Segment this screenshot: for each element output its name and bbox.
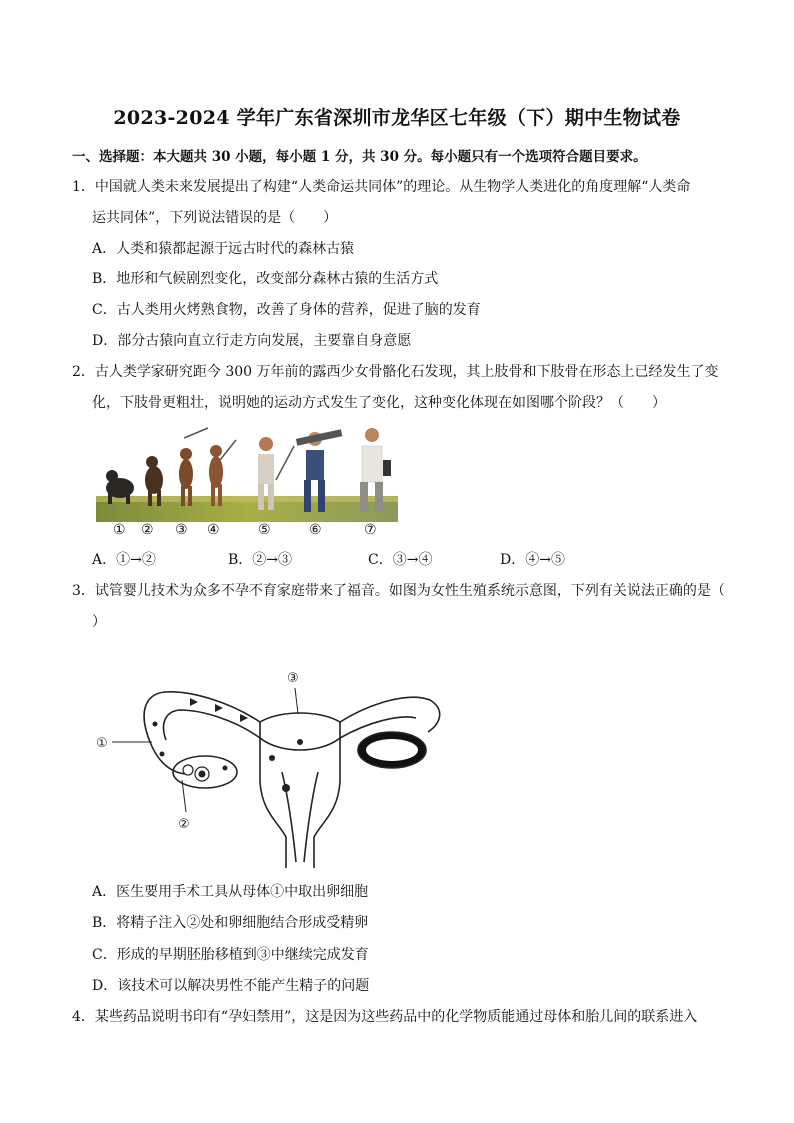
stage-label-5: ⑤ xyxy=(258,522,271,538)
q1-option-d: D．部分古猿向直立行走方向发展，主要靠自身意愿 xyxy=(92,333,412,349)
q1-stem-line2: 运共同体”，下列说法错误的是（ ） xyxy=(92,210,338,226)
q1-option-c: C．古人类用火烤熟食物，改善了身体的营养，促进了脑的发育 xyxy=(92,302,481,318)
q1-option-a: A．人类和猿都起源于远古时代的森林古猿 xyxy=(92,241,355,257)
q2-stem-line2: 化，下肢骨更粗壮，说明她的运动方式发生了变化，这种变化体现在如图哪个阶段？（ ） xyxy=(92,395,666,411)
q1-option-b: B．地形和气候剧烈变化，改变部分森林古猿的生活方式 xyxy=(92,271,439,287)
q2-option-c: C．③→④ xyxy=(368,552,433,568)
diagram-label-3: ③ xyxy=(287,671,299,686)
q3-option-d: D．该技术可以解决男性不能产生精子的问题 xyxy=(92,978,370,994)
female-reproductive-system-diagram xyxy=(96,662,450,874)
right-oviduct xyxy=(340,697,440,732)
q3-option-a: A．医生要用手术工具从母体①中取出卵细胞 xyxy=(92,884,369,900)
stage-label-7: ⑦ xyxy=(364,522,377,538)
stage-label-6: ⑥ xyxy=(309,522,322,538)
q4-stem-line1: 4．某些药品说明书印有“孕妇禁用”，这是因为这些药品中的化学物质能通过母体和胎儿间的联系进入 xyxy=(72,1009,698,1025)
q3-option-b: B．将精子注入②处和卵细胞结合形成受精卵 xyxy=(92,915,369,931)
q1-stem-line1: 1．中国就人类未来发展提出了构建“人类命运共同体”的理论。从生物学人类进化的角度理解“人类命 xyxy=(72,179,691,195)
uterus xyxy=(260,713,340,868)
q3-stem-line1: 3．试管婴儿技术为众多不孕不育家庭带来了福音。如图为女性生殖系统示意图，下列有关说法正确的是（ xyxy=(72,583,725,599)
leader-line-3 xyxy=(295,688,298,714)
q2-option-d: D．④→⑤ xyxy=(500,552,565,568)
stage-label-1: ① xyxy=(113,522,126,538)
stage-label-2: ② xyxy=(141,522,154,538)
q2-option-a: A．①→② xyxy=(92,552,156,568)
q2-stem-line1: 2．古人类学家研究距今 300 万年前的露西少女骨骼化石发现，其上肢骨和下肢骨在形态上已经发生了变 xyxy=(72,364,719,380)
stage-label-4: ④ xyxy=(207,522,220,538)
stage-label-3: ③ xyxy=(175,522,188,538)
q2-option-b: B．②→③ xyxy=(228,552,293,568)
diagram-label-2: ② xyxy=(178,817,190,832)
section-heading: 一、选择题：本大题共 30 小题，每小题 1 分，共 30 分。每小题只有一个选项符合题目要求。 xyxy=(72,149,647,165)
page-title: 2023-2024 学年广东省深圳市龙华区七年级（下）期中生物试卷 xyxy=(113,107,681,129)
left-oviduct xyxy=(144,692,260,774)
evolution-figure xyxy=(96,424,398,522)
diagram-label-1: ① xyxy=(96,736,108,751)
q3-stem-line2: ） xyxy=(92,614,106,630)
q3-option-c: C．形成的早期胚胎移植到③中继续完成发育 xyxy=(92,947,369,963)
cell-dots xyxy=(153,722,304,793)
